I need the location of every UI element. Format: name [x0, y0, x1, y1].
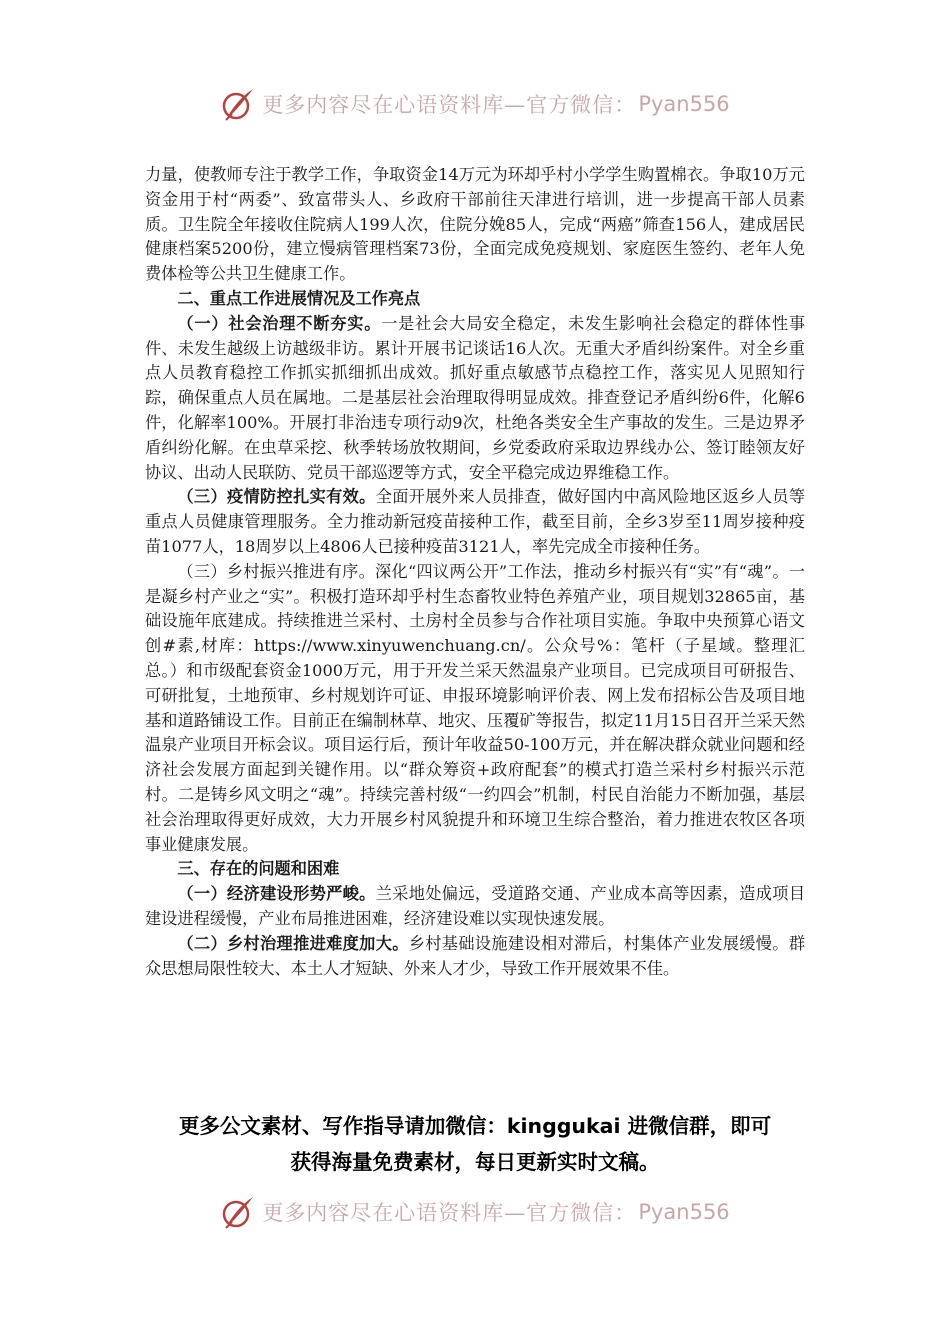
banner-text: 更多内容尽在心语资料库—官方微信： — [262, 1201, 637, 1225]
feather-logo-icon — [220, 86, 256, 122]
promo-line-2: 获得海量免费素材，每日更新实时文稿。 — [290, 1150, 660, 1174]
paragraph: 力量，使教师专注于教学工作，争取资金14万元为环却乎村小学学生购置棉衣。争取10万元资金用于村“两委”、致富带头人、乡政府干部前往天津进行培训，进一步提高干部人员素质。卫生院全年接收住院病人199人次，住院分娩85人，完成“两癌”筛查156人，建成居民健康档案5200份，建立慢病管理档案73份，全面完成免疫规划、家庭医生签约、老年人免费体检等公共卫生健康工作。 — [145, 165, 805, 284]
banner-wechat-id: Pyan556 — [638, 1200, 730, 1224]
paragraph: （三）乡村振兴推进有序。深化“四议两公开”工作法，推动乡村振兴有“实”有“魂”。一是凝乡村产业之“实”。积极打造环却乎村生态畜牧业特色养殖产业，项目规划32865亩，基础设施年底建成。持续推进兰采村、土房村全员参与合作社项目实施。争取中央预算心语文创#素,材库：https://www.xinyuwenchuang.cn/。公众号%：笔杆（子星域。整理汇总。）和市级配套资金1000万元，用于开发兰采天然温泉产业项目。已完成项目可研报告、可研批复，土地预审、乡村规划许可证、申报环境影响评价表、网上发布招标公告及项目地基和道路铺设工作。目前正在编制林草、地灾、压覆矿等报告，拟定11月15日召开兰采天然温泉产业项目开标会议。项目运行后，预计年收益50-100万元，并在解决群众就业问题和经济社会发展方面起到关键作用。以“群众筹资+政府配套”的模式打造兰采村乡村振兴示范村。二是铸乡风文明之“魂”。持续完善村级“一约四会”机制，村民自治能力不断加强，基层社会治理取得更好成效，大力开展乡村风貌提升和环境卫生综合整治，着力推进农牧区各项事业健康发展。 — [145, 561, 805, 854]
paragraph-lead: （二）乡村治理推进难度加大。 — [177, 933, 409, 953]
paragraph: （一）经济建设形势严峻。兰采地处偏远，受道路交通、产业成本高等因素，造成项目建设进程缓慢，产业布局推进困难，经济建设难以实现快速发展。 — [145, 884, 806, 928]
paragraph-lead: （一）社会治理不断夯实。 — [177, 313, 382, 333]
paragraph: （三）疫情防控扎实有效。全面开展外来人员排查，做好国内中高风险地区返乡人员等重点人员健康管理服务。全力推动新冠疫苗接种工作，截至目前，全乡3岁至11周岁接种疫苗1077人，18周岁以上4806人已接种疫苗3121人，率先完成全市接种任务。 — [145, 487, 806, 556]
header-watermark-banner — [0, 82, 950, 126]
section-heading: 二、重点工作进展情况及工作亮点 — [177, 288, 421, 308]
paragraph: （二）乡村治理推进难度加大。乡村基础设施建设相对滞后，村集体产业发展缓慢。群众思想局限性较大、本土人才短缺、外来人才少，导致工作开展效果不佳。 — [145, 933, 806, 978]
banner-wechat-id: Pyan556 — [638, 92, 730, 116]
feather-logo-icon — [220, 1194, 256, 1230]
paragraph-lead: （三）疫情防控扎实有效。 — [177, 487, 376, 507]
paragraph-lead: （一）经济建设形势严峻。 — [177, 884, 376, 904]
promo-line-1: 更多公文素材、写作指导请加微信：kinggukai 进微信群，即可 — [178, 1114, 772, 1138]
section-heading: 三、存在的问题和困难 — [177, 859, 340, 879]
paragraph: （一）社会治理不断夯实。一是社会大局安全稳定，未发生影响社会稳定的群体性事件、未发生越级上访越级非访。累计开展书记谈话16人次。无重大矛盾纠纷案件。对全乡重点人员教育稳控工作抓实抓细抓出成效。抓好重点敏感节点稳控工作，落实见人见照知行踪，确保重点人员在属地。二是基层社会治理取得明显成效。排查登记矛盾纠纷6件，化解6件，化解率100%。开展打非治违专项行动9次，杜绝各类安全生产事故的发生。三是边界矛盾纠纷化解。在虫草采挖、秋季转场放牧期间，乡党委政府采取边界线办公、签订睦领友好协议、出动人民联防、党员干部巡逻等方式，安全平稳完成边界维稳工作。 — [145, 313, 806, 482]
promo-footer — [100, 1108, 850, 1180]
footer-watermark-banner — [0, 1190, 950, 1234]
document-body — [145, 163, 805, 981]
banner-text: 更多内容尽在心语资料库—官方微信： — [262, 93, 637, 117]
